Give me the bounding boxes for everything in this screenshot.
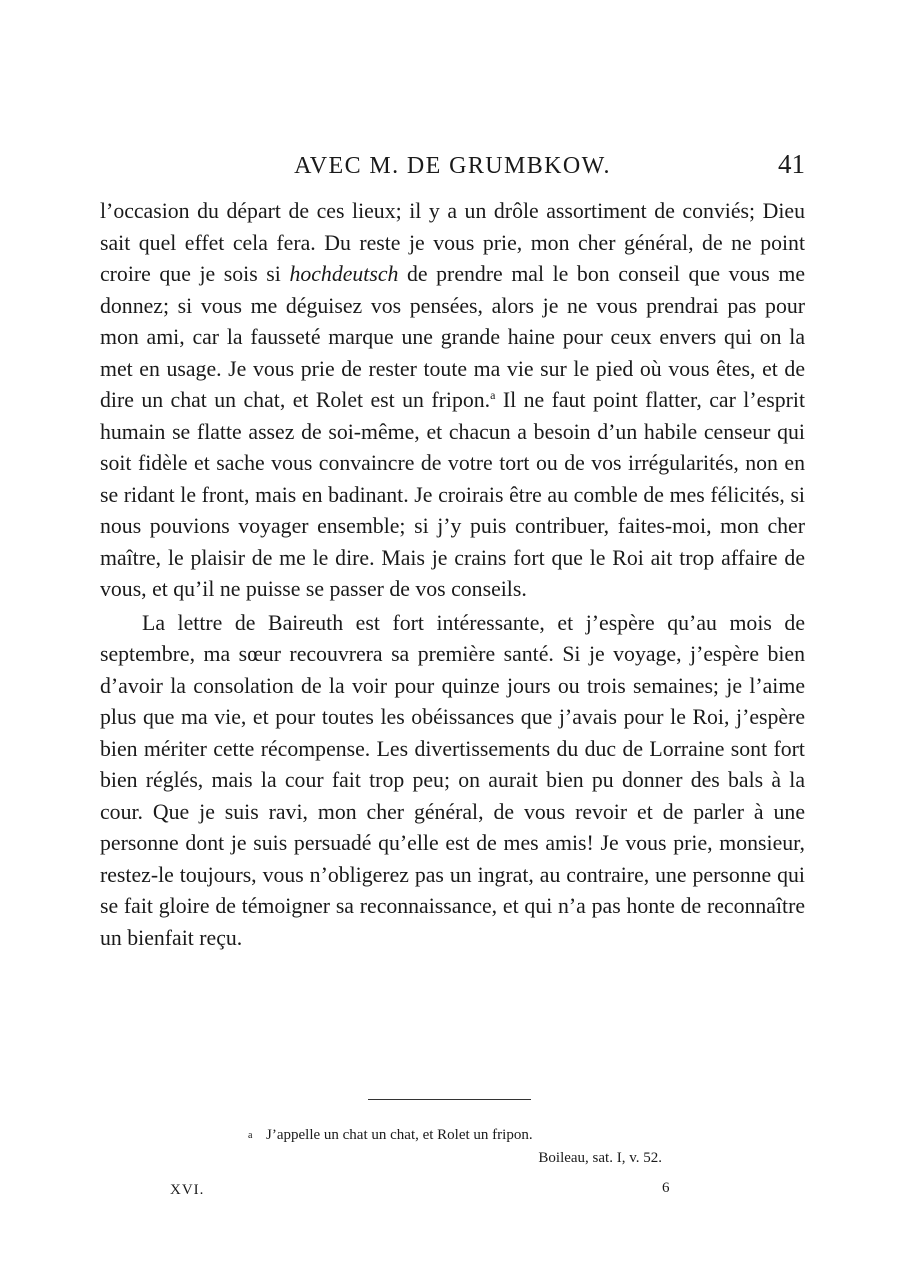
footnote-marker: a: [248, 1130, 253, 1141]
page-header: [100, 147, 805, 187]
footnote-source: Boileau, sat. I, v. 52.: [538, 1150, 662, 1166]
footnote-reference: a: [490, 388, 496, 402]
footnote-divider: [368, 1099, 531, 1100]
body-text: [100, 196, 805, 954]
footnote: [248, 1124, 668, 1169]
paragraph-1-part-a: l’occasion du départ de ces lieux; il y a un drôle assortiment de conviés; Dieu sait quel effet cela fera. Du reste je vous prie, mon cher général, de ne point croire que je sois si: [100, 199, 805, 286]
paragraph-1: [100, 196, 805, 606]
paragraph-1-part-c: Il ne faut point flatter, car l’esprit humain se flatte assez de soi-même, et chacun a besoin d’un habile censeur qui soit fidèle et sache vous convaincre de votre tort ou de vos irrégularités, non en se ridant le front, mais en badinant. Je croirais être au comble de mes félicités, si nous pouvions voyager ensemble; si j’y puis contribuer, faites-moi, mon cher maître, le plaisir de me le dire. Mais je crains fort que le Roi ait trop affaire de vous, et qu’il ne puisse se passer de vos conseils.: [100, 388, 805, 601]
footnote-text: J’appelle un chat un chat, et Rolet un fripon.: [266, 1127, 533, 1143]
footnote-line: [248, 1124, 668, 1147]
running-head: AVEC M. DE GRUMBKOW.: [294, 153, 611, 179]
italic-word: hochdeutsch: [289, 262, 399, 286]
signature-number: 6: [662, 1180, 670, 1196]
paragraph-2: La lettre de Baireuth est fort intéressante, et j’espère qu’au mois de septembre, ma sœur recouvrera sa première santé. Si je voyage, j’espère bien d’avoir la consolation de la voir pour quinze jours ou trois semaines; je l’aime plus que ma vie, et pour toutes les obéissances que j’avais pour le Roi, j’espère bien mériter cette récompense. Les divertissements du duc de Lorraine sont fort bien réglés, mais la cour fait trop peu; on aurait bien pu donner des bals à la cour. Que je suis ravi, mon cher général, de vous revoir et de parler à une personne dont je suis persuadé qu’elle est de mes amis! Je vous prie, monsieur, restez-le toujours, vous n’obligerez pas un ingrat, au contraire, une personne qui se fait gloire de témoigner sa reconnaissance, et qui n’a pas honte de reconnaître un bienfait reçu.: [100, 610, 805, 950]
signature-mark: XVI.: [170, 1182, 205, 1198]
page-number: 41: [778, 149, 805, 179]
paragraph-1-part-b: de prendre mal le bon conseil que vous me donnez; si vous me déguisez vos pensées, alors je ne vous prendrai pas pour mon ami, car la fausseté marque une grande haine pour ceux envers qui on la met en usage. Je vous prie de rester toute ma vie sur le pied où vous êtes, et de dire un chat un chat, et Rolet est un fripon.: [100, 262, 805, 412]
